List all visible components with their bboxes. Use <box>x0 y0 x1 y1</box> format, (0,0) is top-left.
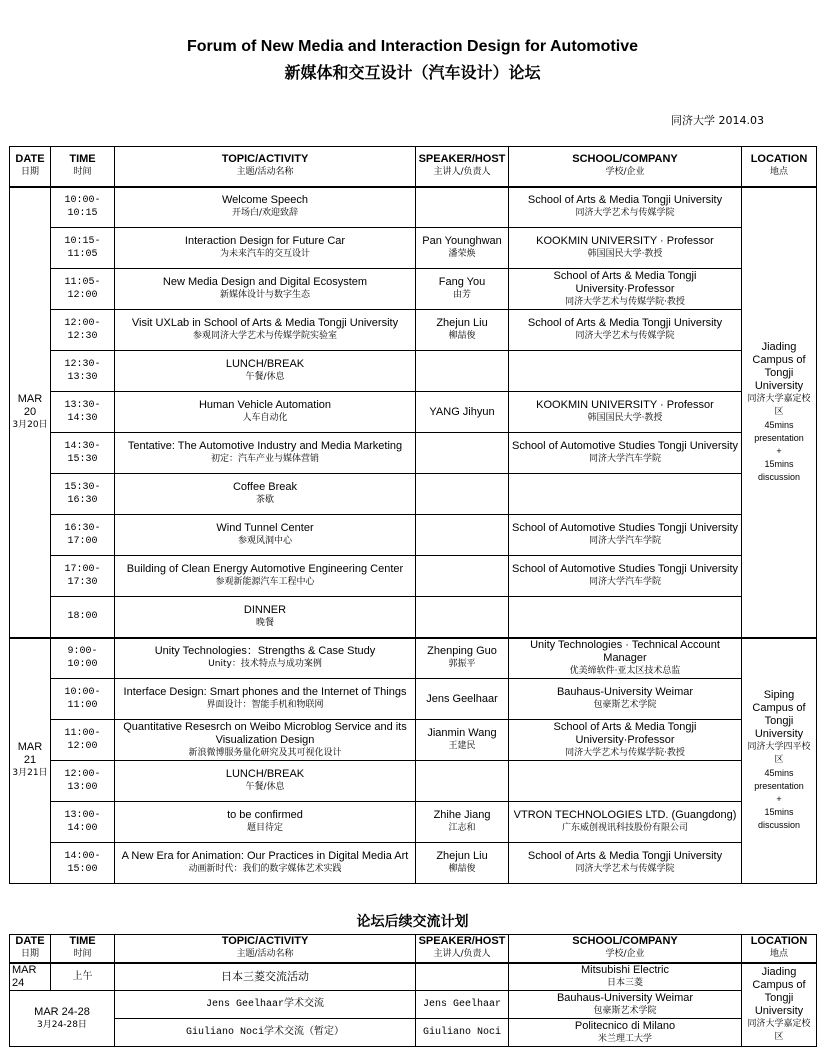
table-row <box>10 310 817 351</box>
table-row <box>10 963 817 991</box>
header-topic: TOPIC/ACTIVITY 主题/活动名称 <box>115 147 416 187</box>
speaker-cell: Zhejun Liu 柳喆俊 <box>416 310 509 351</box>
header-topic: TOPIC/ACTIVITY 主题/活动名称 <box>115 935 416 963</box>
topic-cell: 日本三菱交流活动 <box>115 963 416 991</box>
speaker-cell: Jens Geelhaar <box>416 991 509 1019</box>
table-row <box>10 351 817 392</box>
speaker-cell <box>416 433 509 474</box>
header-date: DATE 日期 <box>10 147 51 187</box>
table-row <box>10 720 817 761</box>
topic-cell: Giuliano Noci学术交流（暂定） <box>115 1019 416 1047</box>
school-cell: Unity Technologies · Technical Account Manager 优美缔软件·亚太区技术总监 <box>509 638 742 679</box>
time-cell: 11:00-12:00 <box>51 720 115 761</box>
time-cell: 17:00-17:30 <box>51 556 115 597</box>
time-cell: 12:00-12:30 <box>51 310 115 351</box>
speaker-cell: Zhenping Guo 郭振平 <box>416 638 509 679</box>
speaker-cell: Pan Younghwan 潘荣焕 <box>416 228 509 269</box>
date-cell-mar21: MAR 21 3月21日 <box>10 638 51 884</box>
table-row <box>10 228 817 269</box>
speaker-cell: Fang You 由芳 <box>416 269 509 310</box>
topic-cell: Unity Technologies：Strengths & Case Study Unity：技术特点与成功案例 <box>115 638 416 679</box>
table-row <box>10 991 817 1019</box>
title-en: Forum of New Media and Interaction Design for Automotive <box>187 38 638 55</box>
table-row <box>10 474 817 515</box>
header-school: SCHOOL/COMPANY 学校/企业 <box>509 147 742 187</box>
topic-cell: Building of Clean Energy Automotive Engineering Center 参观新能源汽车工程中心 <box>115 556 416 597</box>
school-cell: School of Arts & Media Tongji University 同济大学艺术与传媒学院 <box>509 310 742 351</box>
speaker-cell: Jens Geelhaar <box>416 679 509 720</box>
school-cell <box>509 597 742 638</box>
topic-cell: Coffee Break 茶歇 <box>115 474 416 515</box>
topic-cell: New Media Design and Digital Ecosystem 新媒体设计与数字生态 <box>115 269 416 310</box>
date-cell-mar20: MAR 20 3月20日 <box>10 187 51 638</box>
header-time: TIME 时间 <box>51 935 115 963</box>
speaker-cell <box>416 761 509 802</box>
header-row <box>10 935 817 963</box>
school-cell: KOOKMIN UNIVERSITY · Professor 韩国国民大学·教授 <box>509 392 742 433</box>
speaker-cell <box>416 597 509 638</box>
school-cell: School of Automotive Studies Tongji University 同济大学汽车学院 <box>509 433 742 474</box>
date-cell-mar24-28: MAR 24-28 3月24-28日 <box>10 991 115 1047</box>
table-row <box>10 843 817 884</box>
table-row <box>10 802 817 843</box>
speaker-cell: Giuliano Noci <box>416 1019 509 1047</box>
time-cell: 13:30-14:30 <box>51 392 115 433</box>
school-cell: Politecnico di Milano 米兰理工大学 <box>509 1019 742 1047</box>
location-cell-jiading-followup: Jiading Campus of Tongji University 同济大学嘉定校 区 <box>742 963 817 1047</box>
time-cell: 12:30-13:30 <box>51 351 115 392</box>
speaker-cell: Zhejun Liu 柳喆俊 <box>416 843 509 884</box>
table-row <box>10 556 817 597</box>
topic-cell: Visit UXLab in School of Arts & Media Tongji University 参观同济大学艺术与传媒学院实验室 <box>115 310 416 351</box>
schedule-table <box>9 146 817 884</box>
time-cell: 15:30-16:30 <box>51 474 115 515</box>
school-cell: School of Arts & Media Tongji University 同济大学艺术与传媒学院 <box>509 843 742 884</box>
school-cell <box>509 351 742 392</box>
school-cell: School of Automotive Studies Tongji University 同济大学汽车学院 <box>509 556 742 597</box>
date-cell: MAR 24 <box>10 963 51 991</box>
time-cell: 16:30-17:00 <box>51 515 115 556</box>
school-cell: Mitsubishi Electric 日本三菱 <box>509 963 742 991</box>
time-cell: 12:00-13:00 <box>51 761 115 802</box>
school-cell: VTRON TECHNOLOGIES LTD. (Guangdong) 广东威创视讯科技股份有限公司 <box>509 802 742 843</box>
school-cell: School of Automotive Studies Tongji University 同济大学汽车学院 <box>509 515 742 556</box>
header-time: TIME 时间 <box>51 147 115 187</box>
header-school: SCHOOL/COMPANY 学校/企业 <box>509 935 742 963</box>
topic-cell: Interaction Design for Future Car 为未来汽车的交互设计 <box>115 228 416 269</box>
followup-table <box>9 934 817 1047</box>
topic-cell: A New Era for Animation: Our Practices in Digital Media Art 动画新时代：我们的数字媒体艺术实践 <box>115 843 416 884</box>
time-cell: 10:15-11:05 <box>51 228 115 269</box>
table-row <box>10 392 817 433</box>
header-speaker: SPEAKER/HOST 主讲人/负责人 <box>416 935 509 963</box>
topic-cell: Welcome Speech 开场白/欢迎致辞 <box>115 187 416 228</box>
topic-cell: to be confirmed 题目待定 <box>115 802 416 843</box>
school-cell: School of Arts & Media Tongji University·Professor 同济大学艺术与传媒学院·教授 <box>509 720 742 761</box>
speaker-cell <box>416 351 509 392</box>
table-row <box>10 187 817 228</box>
table-row <box>10 433 817 474</box>
table-row <box>10 597 817 638</box>
speaker-cell <box>416 556 509 597</box>
speaker-cell <box>416 515 509 556</box>
section-title-followup: 论坛后续交流计划 <box>356 914 469 930</box>
topic-cell: Human Vehicle Automation 人车自动化 <box>115 392 416 433</box>
header-speaker: SPEAKER/HOST 主讲人/负责人 <box>416 147 509 187</box>
table-row <box>10 1019 817 1047</box>
time-cell: 上午 <box>51 963 115 991</box>
table-row <box>10 761 817 802</box>
header-row <box>10 147 817 187</box>
header-location: LOCATION 地点 <box>742 147 817 187</box>
speaker-cell: Jianmin Wang 王建民 <box>416 720 509 761</box>
time-cell: 9:00-10:00 <box>51 638 115 679</box>
time-cell: 10:00-10:15 <box>51 187 115 228</box>
topic-cell: Tentative: The Automotive Industry and Media Marketing 初定：汽车产业与媒体营销 <box>115 433 416 474</box>
topic-cell: Interface Design: Smart phones and the Internet of Things 界面设计：智能手机和物联网 <box>115 679 416 720</box>
title-cn: 新媒体和交互设计（汽车设计）论坛 <box>284 63 541 82</box>
time-cell: 14:00-15:00 <box>51 843 115 884</box>
location-cell-siping: Siping Campus of Tongji University 同济大学四平校 区 45mins presentation + 15mins discussion <box>742 638 817 884</box>
speaker-cell: Zhihe Jiang 江志和 <box>416 802 509 843</box>
school-cell: KOOKMIN UNIVERSITY · Professor 韩国国民大学·教授 <box>509 228 742 269</box>
issuer-date: 同济大学 2014.03 <box>671 114 764 127</box>
topic-cell: LUNCH/BREAK 午餐/休息 <box>115 351 416 392</box>
time-cell: 13:00-14:00 <box>51 802 115 843</box>
school-cell: School of Arts & Media Tongji University·Professor 同济大学艺术与传媒学院·教授 <box>509 269 742 310</box>
table-row <box>10 515 817 556</box>
table-row <box>10 269 817 310</box>
topic-cell: Quantitative Resesrch on Weibo Microblog Service and its Visualization Design 新浪微博服务量化研究及其可视化设计 <box>115 720 416 761</box>
table-row <box>10 679 817 720</box>
topic-cell: Jens Geelhaar学术交流 <box>115 991 416 1019</box>
speaker-cell <box>416 963 509 991</box>
topic-cell: Wind Tunnel Center 参观风洞中心 <box>115 515 416 556</box>
school-cell: Bauhaus-University Weimar 包豪斯艺术学院 <box>509 991 742 1019</box>
table-row <box>10 638 817 679</box>
speaker-cell <box>416 187 509 228</box>
school-cell: Bauhaus-University Weimar 包豪斯艺术学院 <box>509 679 742 720</box>
header-date: DATE 日期 <box>10 935 51 963</box>
topic-cell: DINNER 晚餐 <box>115 597 416 638</box>
time-cell: 10:00-11:00 <box>51 679 115 720</box>
header-location: LOCATION 地点 <box>742 935 817 963</box>
school-cell: School of Arts & Media Tongji University 同济大学艺术与传媒学院 <box>509 187 742 228</box>
time-cell: 18:00 <box>51 597 115 638</box>
speaker-cell <box>416 474 509 515</box>
topic-cell: LUNCH/BREAK 午餐/休息 <box>115 761 416 802</box>
location-cell-jiading: Jiading Campus of Tongji University 同济大学嘉定校 区 45mins presentation + 15mins discussion <box>742 187 817 638</box>
time-cell: 14:30-15:30 <box>51 433 115 474</box>
school-cell <box>509 761 742 802</box>
school-cell <box>509 474 742 515</box>
time-cell: 11:05-12:00 <box>51 269 115 310</box>
speaker-cell: YANG Jihyun <box>416 392 509 433</box>
